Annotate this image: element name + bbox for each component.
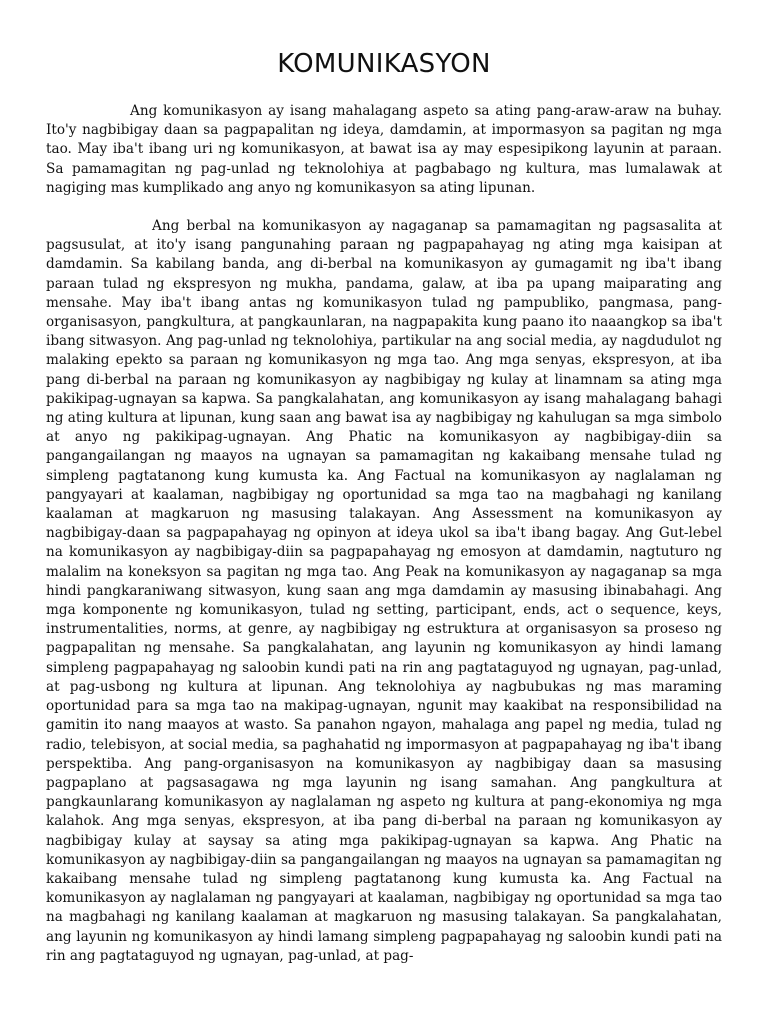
document-title: KOMUNIKASYON: [277, 49, 491, 79]
paragraph-1: Ang komunikasyon ay isang mahalagang aspeto sa ating pang-araw-araw na buhay. Ito'y nagbibigay daan sa pagpapalitan ng ideya, damdamin, at impormasyon sa pagitan ng mga tao. May iba't ibang uri ng komunikasyon, at bawat isa ay may espesipikong layunin at paraan. Sa pamamagitan ng pag-unlad ng teknolohiya at pagbabago ng kultura, mas lumalawak at nagiging mas kumplikado ang anyo ng komunikasyon sa ating lipunan.: [46, 103, 722, 196]
paragraph-2: Ang berbal na komunikasyon ay nagaganap sa pamamagitan ng pagsasalita at pagsusulat, at ito'y isang pangunahing paraan ng pagpapahayag ng ating mga kaisipan at damdamin. Sa kabilang banda, ang di-berbal na komunikasyon ay gumagamit ng iba't ibang paraan tulad ng ekspresyon ng mukha, pandama, galaw, at iba pa upang maiparating ang mensahe. May iba't ibang antas ng komunikasyon tulad ng pampubliko, pangmasa, pang-organisasyon, pangkultura, at pangkaunlaran, na nagpapakita kung paano ito naaangkop sa iba't ibang sitwasyon. Ang pag-unlad ng teknolohiya, partikular na ang social media, ay nagdudulot ng malaking epekto sa paraan ng komunikasyon ng mga tao. Ang mga senyas, ekspresyon, at iba pang di-berbal na paraan ng komunikasyon ay nagbibigay ng kulay at linamnam sa ating mga pakikipag-ugnayan sa kapwa. Sa pangkalahatan, ang komunikasyon ay isang mahalagang bahagi ng ating kultura at lipunan, kung saan ang bawat isa ay nagbibigay ng kahulugan sa mga simbolo at anyo ng pakikipag-ugnayan. Ang Phatic na komunikasyon ay nagbibigay-diin sa pangangailangan ng maayos na ugnayan sa pamamagitan ng kakaibang mensahe tulad ng simpleng pagtatanong kung kumusta ka. Ang Factual na komunikasyon ay naglalaman ng pangyayari at kaalaman, nagbibigay ng oportunidad sa mga tao na magbahagi ng kanilang kaalaman at magkaruon ng masusing talakayan. Ang Assessment na komunikasyon ay nagbibigay-daan sa pagpapahayag ng opinyon at ideya ukol sa iba't ibang bagay. Ang Gut-lebel na komunikasyon ay nagbibigay-diin sa pagpapahayag ng emosyon at damdamin, nagtuturo ng malalim na koneksyon sa pagitan ng mga tao. Ang Peak na komunikasyon ay nagaganap sa mga hindi pangkaraniwang sitwasyon, kung saan ang mga damdamin ay masusing ibinabahagi. Ang mga komponente ng komunikasyon, tulad ng setting, participant, ends, act o sequence, keys, instrumentalities, norms, at genre, ay nagbibigay ng estruktura at organisasyon sa proseso ng pagpapalitan ng mensahe. Sa pangkalahatan, ang layunin ng komunikasyon ay hindi lamang simpleng pagpapahayag ng saloobin kundi pati na rin ang pagtataguyod ng ugnayan, pag-unlad, at pag-usbong ng kultura at lipunan. Ang teknolohiya ay nagbubukas ng mas maraming oportunidad para sa mga tao na makipag-ugnayan, ngunit may kaakibat na responsibilidad na gamitin ito nang maayos at wasto. Sa panahon ngayon, mahalaga ang papel ng media, tulad ng radio, telebisyon, at social media, sa paghahatid ng impormasyon at pagpapahayag ng iba't ibang perspektiba. Ang pang-organisasyon na komunikasyon ay nagbibigay daan sa masusing pagpaplano at pagsasagawa ng mga layunin ng isang samahan. Ang pangkultura at pangkaunlarang komunikasyon ay naglalaman ng aspeto ng kultura at pang-ekonomiya ng mga kalahok. Ang mga senyas, ekspresyon, at iba pang di-berbal na paraan ng komunikasyon ay nagbibigay kulay at saysay sa ating mga pakikipag-ugnayan sa kapwa. Ang Phatic na komunikasyon ay nagbibigay-diin sa pangangailangan ng maayos na ugnayan sa pamamagitan ng kakaibang mensahe tulad ng simpleng pagtatanong kung kumusta ka. Ang Factual na komunikasyon ay naglalaman ng pangyayari at kaalaman, nagbibigay ng oportunidad sa mga tao na magbahagi ng kanilang kaalaman at magkaruon ng masusing talakayan. Sa pangkalahatan, ang layunin ng komunikasyon ay hindi lamang simpleng pagpapahayag ng saloobin kundi pati na rin ang pagtataguyod ng ugnayan, pag-unlad, at pag-: [46, 218, 722, 964]
